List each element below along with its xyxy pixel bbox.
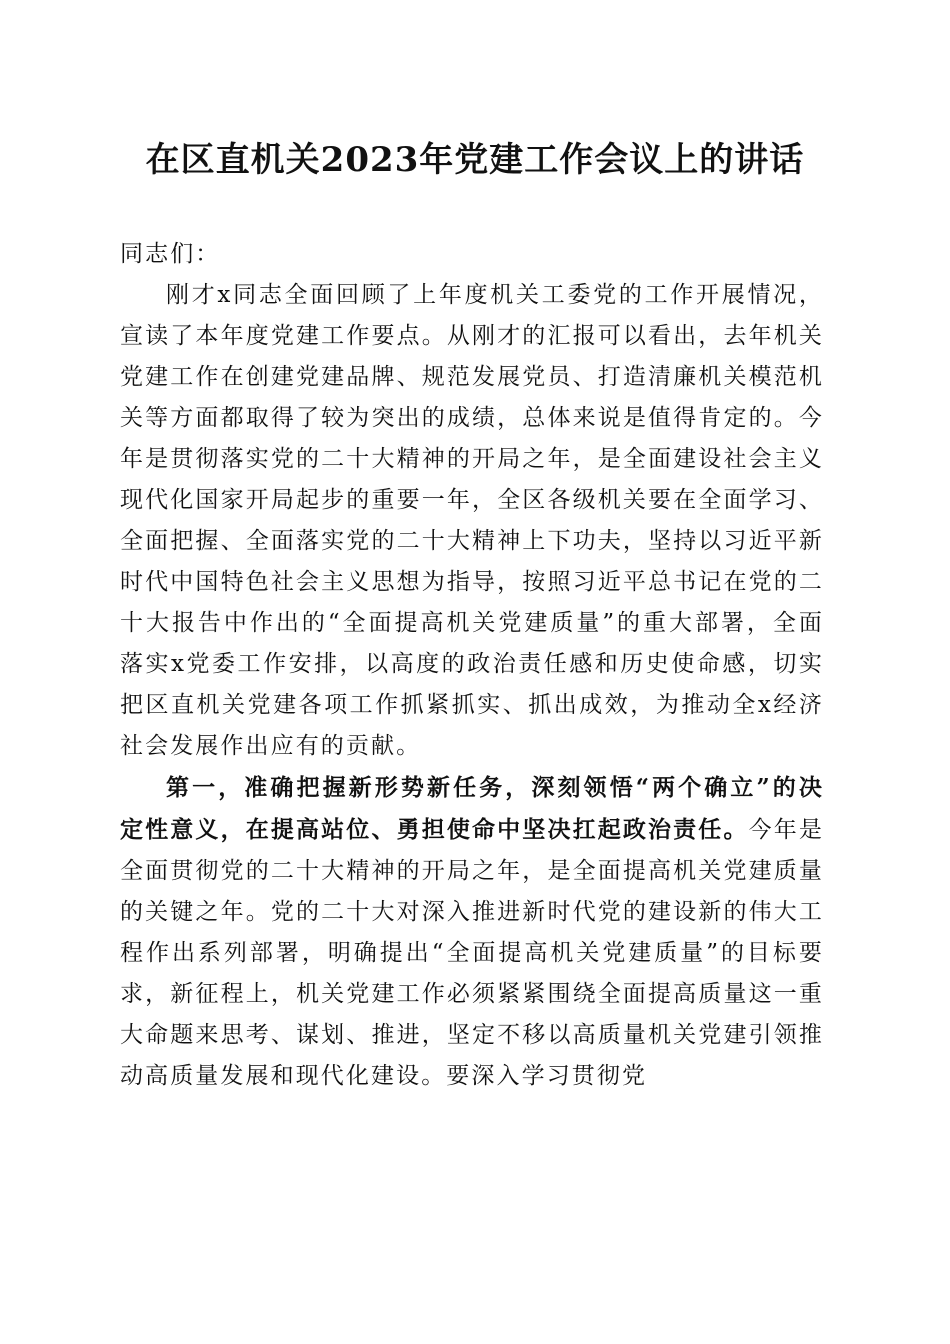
paragraph-body-text: 今年是全面贯彻党的二十大精神的开局之年，是全面提高机关党建质量的关键之年。党的二十大对深入推进新时代党的建设新的伟大工程作出系列部署，明确提出“全面提高机关党建质量”的目标要求，新征程上，机关党建工作必须紧紧围绕全面提高质量这一重大命题来思考、谋划、推进，坚定不移以高质量机关党建引领推动高质量发展和现代化建设。要深入学习贯彻党: [120, 817, 824, 1089]
paragraph-opening: 刚才x同志全面回顾了上年度机关工委党的工作开展情况，宣读了本年度党建工作要点。从刚才的汇报可以看出，去年机关党建工作在创建党建品牌、规范发展党员、打造清廉机关模范机关等方面都取得了较为突出的成绩，总体来说是值得肯定的。今年是贯彻落实党的二十大精神的开局之年，是全面建设社会主义现代化国家开局起步的重要一年，全区各级机关要在全面学习、全面把握、全面落实党的二十大精神上下功夫，坚持以习近平新时代中国特色社会主义思想为指导，按照习近平总书记在党的二十大报告中作出的“全面提高机关党建质量”的重大部署，全面落实x党委工作安排，以高度的政治责任感和历史使命感，切实把区直机关党建各项工作抓紧抓实、抓出成效，为推动全x经济社会发展作出应有的贡献。: [120, 282, 824, 759]
document-title: 在区直机关2023年党建工作会议上的讲话: [145, 140, 805, 180]
paragraph-lead-heading: 第一，准确把握新形势新任务，深刻领悟“两个确立”的决定性意义，在提高站位、勇担使命中坚决扛起政治责任。: [120, 774, 824, 843]
document-body: [120, 234, 824, 1097]
salutation: 同志们：: [120, 241, 221, 267]
paragraph-first-point: [120, 767, 824, 1097]
